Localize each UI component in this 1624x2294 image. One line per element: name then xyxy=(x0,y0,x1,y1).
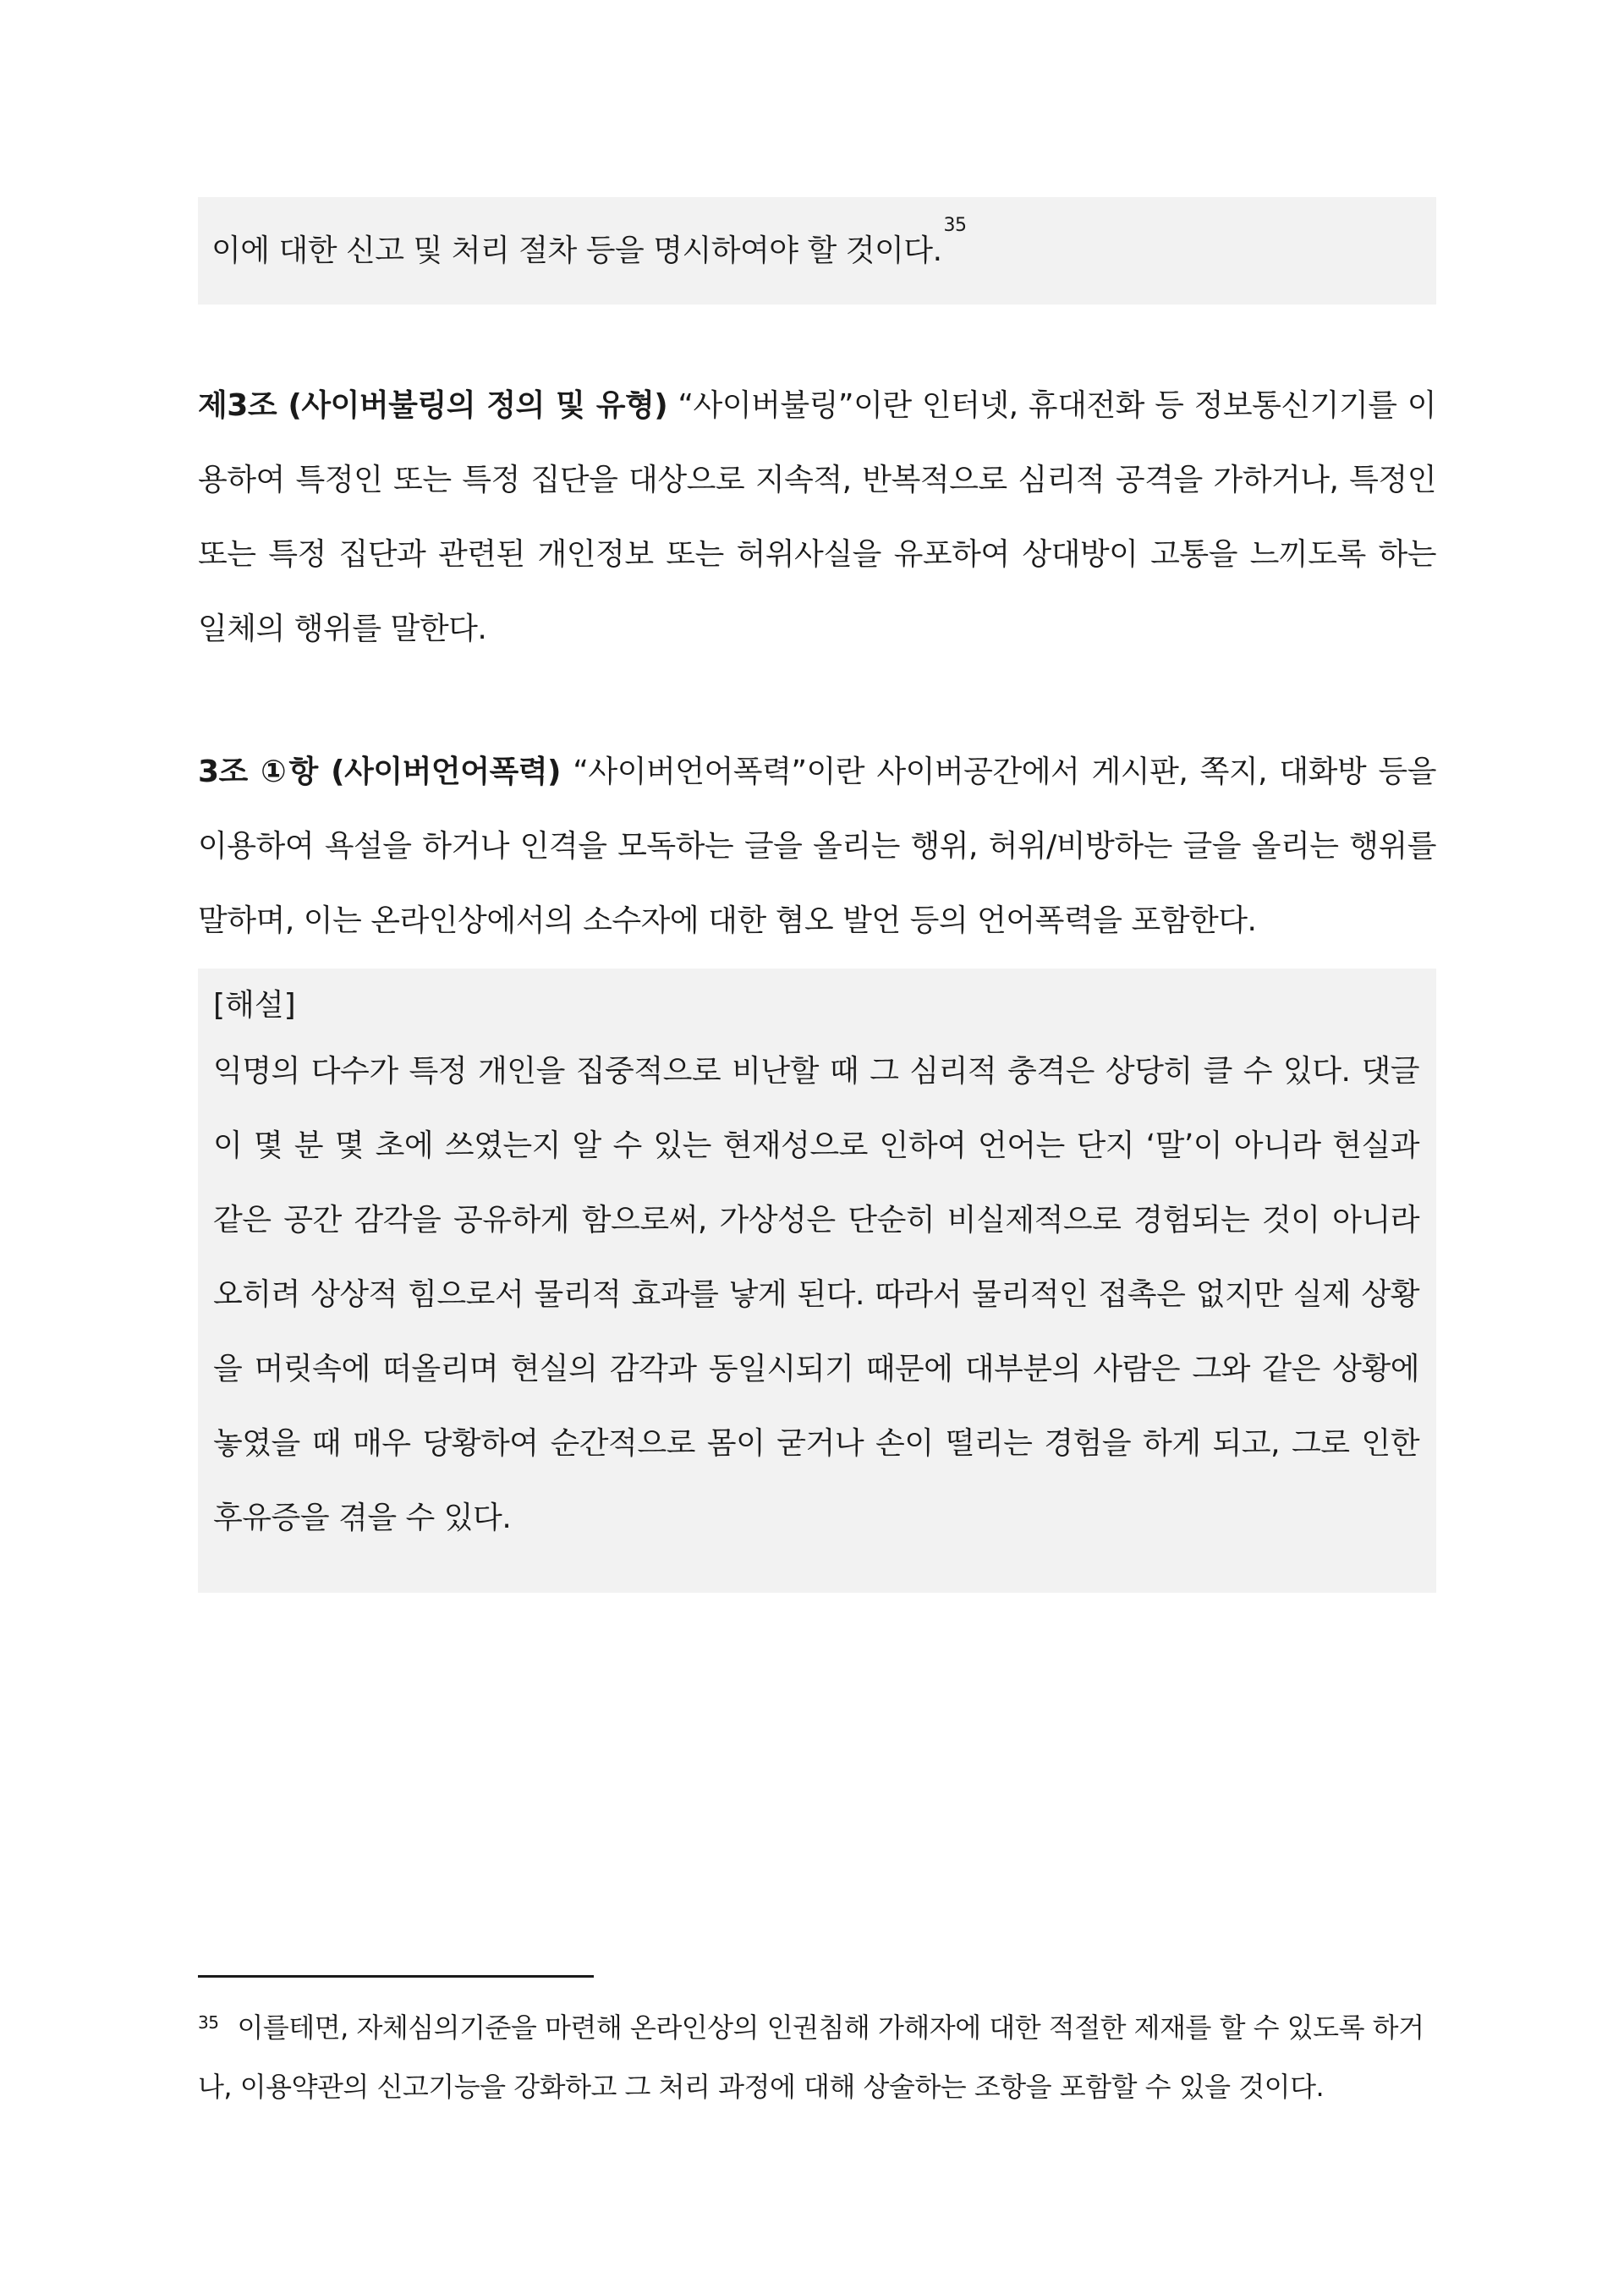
footnote-divider xyxy=(198,1975,594,1978)
commentary-body: 익명의 다수가 특정 개인을 집중적으로 비난할 때 그 심리적 충격은 상당히 클 수 있다. 댓글이 몇 분 몇 초에 쓰였는지 알 수 있는 현재성으로 인하여 언어는 단지 ‘말’이 아니라 현실과 같은 공간 감각을 공유하게 함으로써, 가상성은 단순히 비실제적으로 경험되는 것이 아니라 오히려 상상적 힘으로서 물리적 효과를 낳게 된다. 따라서 물리적인 접촉은 없지만 실제 상황을 머릿속에 떠올리며 현실의 감각과 동일시되기 때문에 대부분의 사람은 그와 같은 상황에 놓였을 때 매우 당황하여 순간적으로 몸이 굳거나 손이 떨리는 경험을 하게 되고, 그로 인한 후유증을 겪을 수 있다. xyxy=(213,1054,1419,1535)
footnote xyxy=(198,1998,1436,2116)
article-3-heading: 제3조 (사이버불링의 정의 및 유형) xyxy=(198,388,668,423)
note-text xyxy=(211,209,1423,294)
article-3-clause-1-body: “사이버언어폭력”이란 사이버공간에서 게시판, 쪽지, 대화방 등을 이용하여 욕설을 하거나 인격을 모독하는 글을 올리는 행위, 허위/비방하는 글을 올리는 행위를 말하며, 이는 온라인상에서의 소수자에 대한 혐오 발언 등의 언어폭력을 포함한다. xyxy=(198,755,1436,938)
article-3-paragraph xyxy=(198,369,1436,667)
footnote-text: 이를테면, 자체심의기준을 마련해 온라인상의 인권침해 가해자에 대한 적절한 제재를 할 수 있도록 하거나, 이용약관의 신고기능을 강화하고 그 처리 과정에 대해 상술하는 조항을 포함할 수 있을 것이다. xyxy=(198,2011,1424,2103)
article-3-clause-1 xyxy=(198,735,1436,958)
note-sentence: 이에 대한 신고 및 처리 절차 등을 명시하여야 할 것이다. xyxy=(211,233,942,268)
footnote-number: 35 xyxy=(198,2012,219,2033)
article-3-body: “사이버불링”이란 인터넷, 휴대전화 등 정보통신기기를 이용하여 특정인 또는 특정 집단을 대상으로 지속적, 반복적으로 심리적 공격을 가하거나, 특정인 또는 특정 집단과 관련된 개인정보 또는 허위사실을 유포하여 상대방이 고통을 느끼도록 하는 일체의 행위를 말한다. xyxy=(198,388,1436,646)
article-3-clause-1-paragraph xyxy=(198,735,1436,958)
highlighted-note-box xyxy=(198,197,1436,305)
commentary-box xyxy=(198,969,1436,1593)
article-3 xyxy=(198,369,1436,667)
footnote-reference[interactable]: 35 xyxy=(943,215,967,236)
commentary-label: [해설] xyxy=(213,988,296,1023)
article-3-clause-1-heading: 3조 ①항 (사이버언어폭력) xyxy=(198,755,561,789)
